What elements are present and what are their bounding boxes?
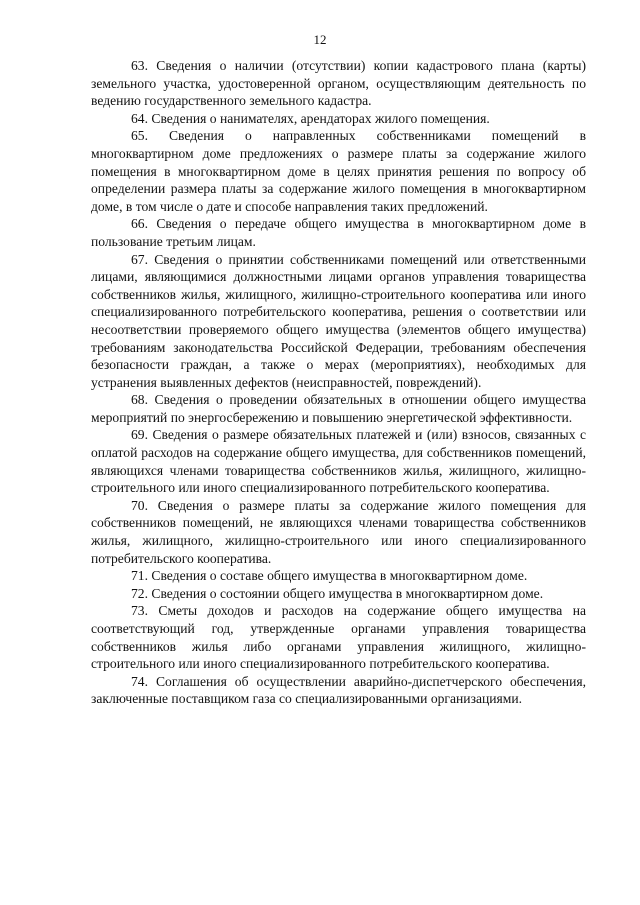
page-number: 12 <box>313 32 327 47</box>
document-body <box>91 57 586 708</box>
paragraph-74: 74. Соглашения об осуществлении аварийно-диспетчерского обеспечения, заключенные поставщиком газа со специализированными организациями. <box>91 673 586 707</box>
paragraph-73: 73. Сметы доходов и расходов на содержание общего имущества на соответствующий год, утвержденные органами управления товарищества собственников жилья либо органами управления жилищного, жилищно-строительного или иного специализированного потребительского кооператива. <box>91 603 586 672</box>
paragraph-63: 63. Сведения о наличии (отсутствии) копии кадастрового плана (карты) земельного участка, удостоверенной органом, осуществляющим деятельность по ведению государственного земельного кадастра. <box>91 58 586 109</box>
paragraph-67: 67. Сведения о принятии собственниками помещений или ответственными лицами, являющимися должностными лицами органов управления товарищества собственников жилья, жилищного, жилищно-строительного кооператива или иного специализированного потребительского кооператива, решения о соответствии или несоответствии проверяемого общего имущества (элементов общего имущества) требованиям законодательства Российской Федерации, требованиям обеспечения безопасности граждан, а также о мерах (мероприятиях), необходимых для устранения выявленных дефектов (неисправностей, повреждений). <box>91 251 586 390</box>
paragraph-70: 70. Сведения о размере платы за содержание жилого помещения для собственников помещений, не являющихся членами товарищества собственников жилья, жилищного, жилищно-строительного или иного специализированного потребительского кооператива. <box>91 497 586 566</box>
paragraph-66: 66. Сведения о передаче общего имущества в многоквартирном доме в пользование третьим лицам. <box>91 216 586 249</box>
paragraph-69: 69. Сведения о размере обязательных платежей и (или) взносов, связанных с оплатой расходов на содержание общего имущества, для собственников помещений, являющихся членами товарищества собственников жилья, жилищного, жилищно-строительного или иного специализированного потребительского кооператива. <box>91 427 586 496</box>
paragraph-68: 68. Сведения о проведении обязательных в отношении общего имущества мероприятий по энергосбережению и повышению энергетической эффективности. <box>91 392 586 425</box>
paragraph-71: 71. Сведения о составе общего имущества в многоквартирном доме. <box>131 568 528 584</box>
paragraph-64: 64. Сведения о нанимателях, арендаторах жилого помещения. <box>131 110 490 126</box>
paragraph-72: 72. Сведения о состоянии общего имущества в многоквартирном доме. <box>131 585 544 601</box>
paragraph-65: 65. Сведения о направленных собственниками помещений в многоквартирном доме предложениях о размере платы за содержание жилого помещения в многоквартирном доме в целях принятия решения по вопросу об определении размера платы за содержание жилого помещения в многоквартирном доме, в том числе о дате и способе направления таких предложений. <box>91 128 586 214</box>
